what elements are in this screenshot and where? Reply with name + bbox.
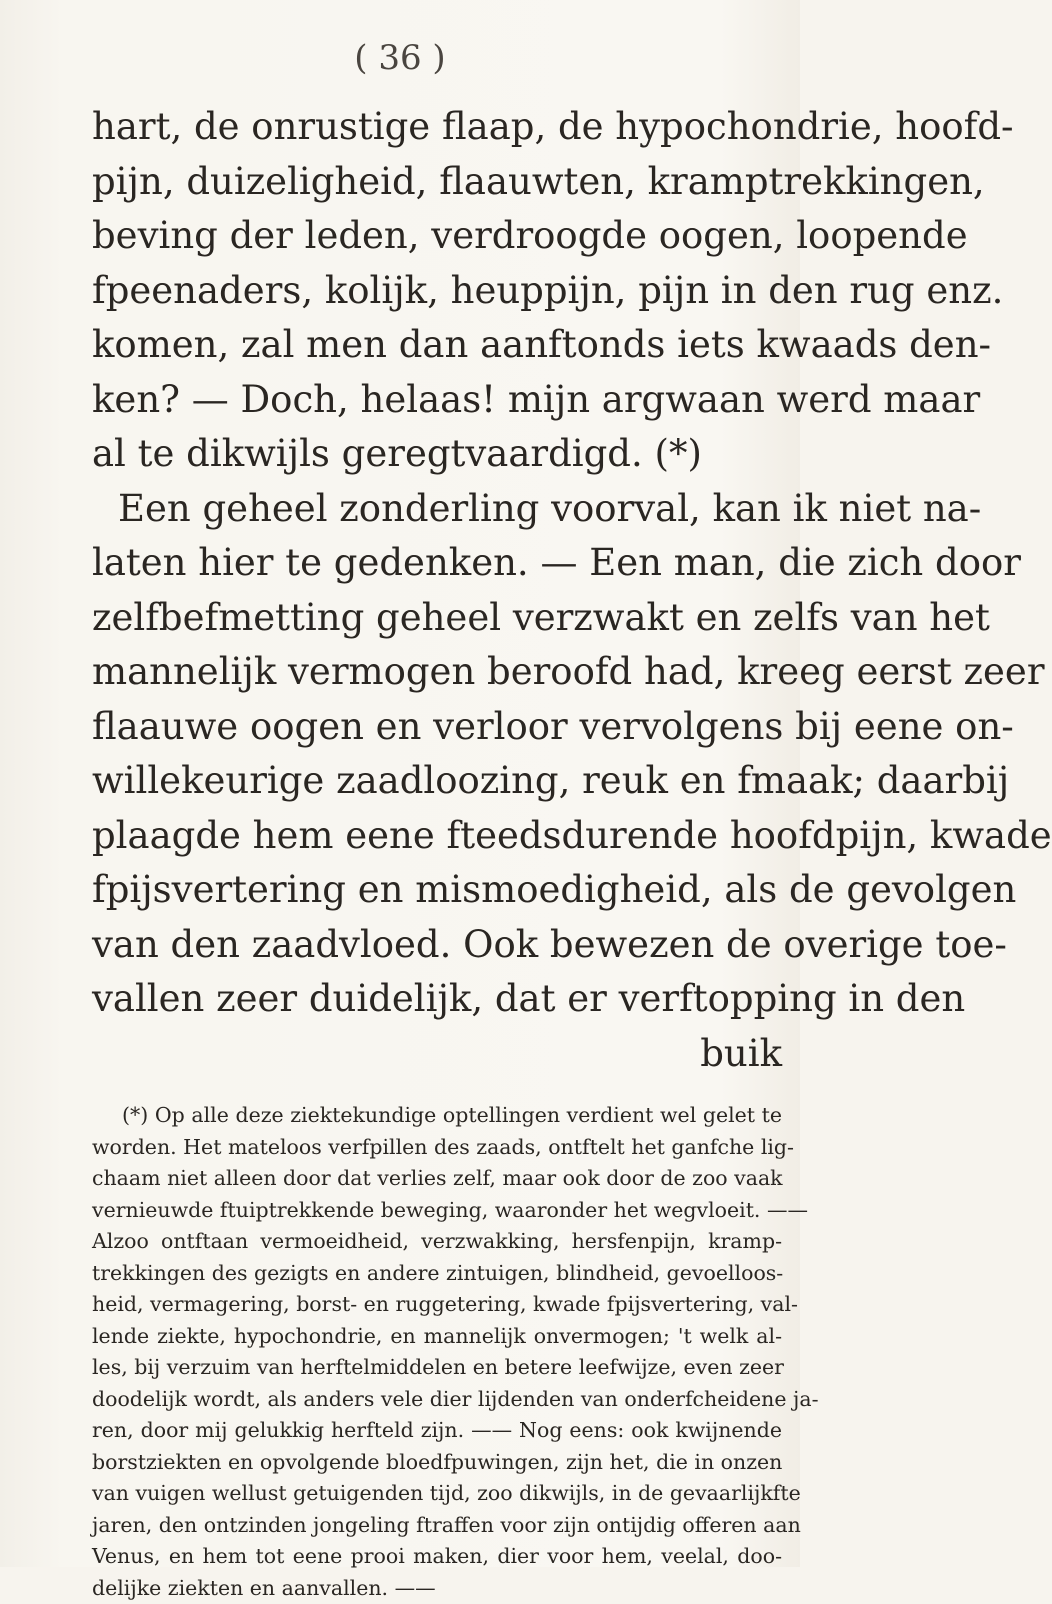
- body-text: [92, 100, 782, 1081]
- footnote-line: borstziekten en opvolgende bloedfpuwingen, zijn het, die in onzen: [92, 1447, 782, 1479]
- footnote-line: delijke ziekten en aanvallen. ——: [92, 1573, 782, 1604]
- footnote-line: trekkingen des gezigts en andere zintuigen, blindheid, gevoelloos-: [92, 1258, 782, 1290]
- page-number: ( 36 ): [0, 38, 800, 78]
- body-line: pijn, duizeligheid, flaauwten, kramptrekkingen,: [92, 155, 782, 210]
- body-line: van den zaadvloed. Ook bewezen de overige toe-: [92, 918, 782, 973]
- footnote-line: Alzoo ontftaan vermoeidheid, verzwakking, hersfenpijn, kramp-: [92, 1226, 782, 1258]
- footnote-line: lende ziekte, hypochondrie, en mannelijk onvermogen; 't welk al-: [92, 1321, 782, 1353]
- body-line: komen, zal men dan aanftonds iets kwaads den-: [92, 318, 782, 373]
- body-line: Een geheel zonderling voorval, kan ik niet na-: [92, 482, 782, 537]
- body-line: hart, de onrustige flaap, de hypochondrie, hoofd-: [92, 100, 782, 155]
- footnote-line: les, bij verzuim van herftelmiddelen en betere leefwijze, even zeer: [92, 1352, 782, 1384]
- footnote-line: van vuigen wellust getuigenden tijd, zoo dikwijls, in de gevaarlijkfte: [92, 1478, 782, 1510]
- footnote-line: Venus, en hem tot eene prooi maken, dier voor hem, veelal, doo-: [92, 1541, 782, 1573]
- footnote-line: doodelijk wordt, als anders vele dier lijdenden van onderfcheidene ja-: [92, 1384, 782, 1416]
- footnote-line: chaam niet alleen door dat verlies zelf, maar ook door de zoo vaak: [92, 1163, 782, 1195]
- body-line: laten hier te gedenken. — Een man, die zich door: [92, 536, 782, 591]
- body-line: fpeenaders, kolijk, heuppijn, pijn in den rug enz.: [92, 264, 782, 319]
- body-line: mannelijk vermogen beroofd had, kreeg eerst zeer: [92, 645, 782, 700]
- footnote-line: ren, door mij gelukkig herfteld zijn. —— Nog eens: ook kwijnende: [92, 1415, 782, 1447]
- body-line: al te dikwijls geregtvaardigd. (*): [92, 427, 782, 482]
- body-line: willekeurige zaadloozing, reuk en fmaak; daarbij: [92, 754, 782, 809]
- body-line: plaagde hem eene fteedsdurende hoofdpijn, kwade: [92, 809, 782, 864]
- footnote: [92, 1100, 782, 1604]
- body-line: beving der leden, verdroogde oogen, loopende: [92, 209, 782, 264]
- footnote-line: worden. Het mateloos verfpillen des zaads, ontftelt het ganfche lig-: [92, 1132, 782, 1164]
- body-line: zelfbefmetting geheel verzwakt en zelfs van het: [92, 591, 782, 646]
- footnote-line: (*) Op alle deze ziektekundige optellingen verdient wel gelet te: [92, 1100, 782, 1132]
- catchword: buik: [92, 1027, 782, 1082]
- body-line: fpijsvertering en mismoedigheid, als de gevolgen: [92, 863, 782, 918]
- footnote-line: vernieuwde ftuiptrekkende beweging, waaronder het wegvloeit. ——: [92, 1195, 782, 1227]
- body-line: ken? — Doch, helaas! mijn argwaan werd maar: [92, 373, 782, 428]
- footnote-line: heid, vermagering, borst- en ruggetering, kwade fpijsvertering, val-: [92, 1289, 782, 1321]
- footnote-line: jaren, den ontzinden jongeling ftraffen voor zijn ontijdig offeren aan: [92, 1510, 782, 1542]
- body-line: vallen zeer duidelijk, dat er verftopping in den: [92, 972, 782, 1027]
- body-line: flaauwe oogen en verloor vervolgens bij eene on-: [92, 700, 782, 755]
